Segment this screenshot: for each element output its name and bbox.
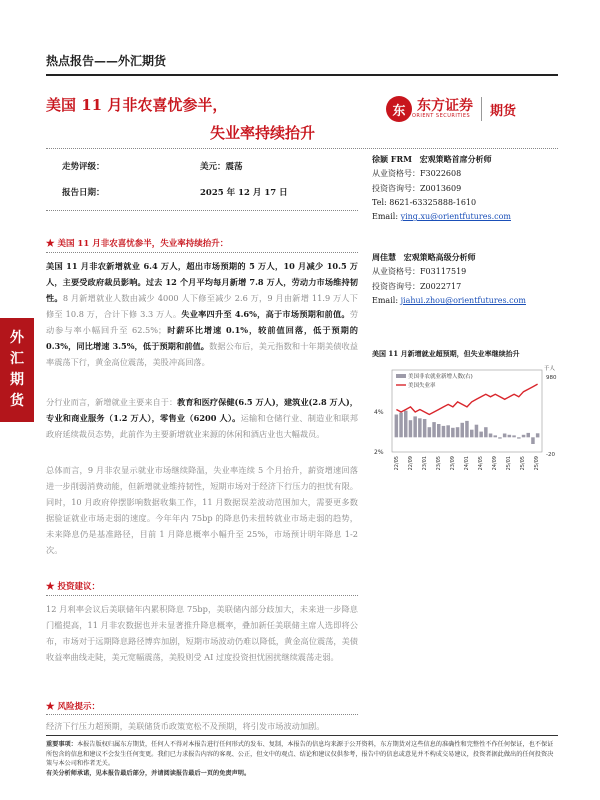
unemployment-payrolls-chart	[370, 364, 560, 486]
payrolls-bar	[395, 415, 399, 438]
x-tick-label: 22/09	[408, 456, 414, 471]
x-tick-label: 23/01	[422, 456, 428, 471]
logo-mark-icon: 东	[386, 96, 412, 122]
analyst-license: 从业资格号：F03117519	[372, 267, 467, 277]
paragraph-risk: 经济下行压力超预期，美联储货币政策宽松不及预期，将引发市场波动加剧。	[46, 721, 325, 731]
header-divider	[46, 74, 558, 76]
section-divider	[46, 595, 358, 596]
analyst-card	[372, 250, 562, 308]
payrolls-bar	[475, 425, 479, 438]
section-title-text: 风险提示：	[57, 702, 100, 712]
section-divider	[46, 714, 358, 715]
paragraph-overall: 总体而言，9 月非农显示就业市场继续降温，失业率连续 5 个月抬升，薪资增速回落进一步削弱消费动能，但新增就业维持韧性，短期市场对于经济下行压力的担忧有限。同时，10 月政府停摆影响数据收集工作，11 月数据误差波动范围加大，需要更多数据验证就业市场走弱的速度。今年年内 75bp 的降息仍未扭转就业市场走弱的趋势，未来降息仍是基准路径，目前 1 月降息概率小幅升至 25%，市场预计明年降息 1-2 次。	[46, 465, 358, 555]
footer-divider	[46, 735, 558, 736]
payrolls-bar	[432, 422, 436, 437]
payrolls-bar	[512, 435, 516, 437]
payrolls-bar	[442, 426, 446, 437]
chart-title: 美国 11 月新增就业超预期，但失业率继续抬升	[372, 349, 520, 358]
x-tick-label: 25/05	[520, 456, 526, 471]
logo-subtext: ORIENT SECURITIES	[412, 113, 471, 119]
star-icon: ★	[46, 239, 58, 249]
paragraph-advice: 12 月利率会议后美联储年内累积降息 75bp，美联储内部分歧加大，未来进一步降息门槛提高，11 月非农数据也并未显著推升降息概率，叠加新任美联储主席人选即将公布，市场对于远期降息路径博弈加剧，短期市场波动仍难以降低，黄金高位震荡，美债收益率曲线走陡，美元宽幅震荡，美股则受 AI 过度投资担忧困扰继续震荡走弱。	[46, 604, 358, 662]
legend-bar-swatch	[396, 374, 406, 378]
para-text: 数据公布后，美元指数和十年期美债收益率震荡下行，黄金高位震荡，美股冲高回落。	[46, 341, 358, 367]
section-title-summary	[46, 237, 228, 249]
paragraph-summary	[46, 258, 358, 370]
x-tick-label: 23/05	[436, 456, 442, 471]
para-text: 劳动参与率小幅回升至 62.5%；	[46, 309, 359, 335]
disclaimer-label: 重要事项：	[46, 741, 77, 748]
payrolls-bar	[503, 434, 507, 438]
payrolls-bar	[461, 423, 465, 438]
payrolls-bar	[489, 434, 493, 438]
disclaimer-text: 本报告版权归属东方期货，任何人不得对本报告进行任何形式的发布、复制，本报告的信息均来源于公开资料，东方期货对这些信息的准确性和完整性不作任何保证，也不保证所包含的信息和建议不会发生任何变更。我们已力求报告内容的客观、公正，但文中的观点、结论和建议仅供参考，报告中的信息或意见并不构成交易建议，投资者据此做出的任何投资决策与本公司和作者无关。	[46, 741, 554, 768]
analyst-name: 周佳慧	[372, 252, 396, 262]
right-tick: 980	[546, 375, 557, 381]
email-label: Email:	[372, 295, 401, 305]
payrolls-bar	[423, 419, 427, 437]
sidebar-char: 货	[10, 393, 24, 409]
payrolls-bar	[404, 411, 408, 438]
rating-label: 走势评级：	[62, 162, 105, 172]
x-tick-label: 22/05	[394, 456, 400, 471]
x-tick-label: 23/09	[450, 456, 456, 471]
payrolls-bar	[428, 427, 432, 437]
para-text: 分行业而言，新增就业主要来自于：	[46, 397, 178, 407]
payrolls-bar	[446, 425, 450, 437]
paragraph-sectors	[46, 394, 358, 442]
logo-futures: 期货	[490, 103, 517, 119]
payrolls-bar	[522, 435, 526, 438]
payrolls-bar	[517, 437, 521, 438]
meta-divider-top	[46, 148, 558, 149]
payrolls-bar	[484, 427, 488, 437]
star-icon: ★	[46, 582, 58, 592]
email-label: Email:	[372, 212, 401, 222]
x-tick-label: 24/09	[492, 456, 498, 471]
section-title-advice	[46, 580, 100, 592]
x-tick-label: 24/01	[464, 456, 470, 471]
payrolls-bar	[409, 420, 413, 437]
section-title-text: 美国 11 月非农喜忧参半，失业率持续抬升：	[57, 239, 229, 249]
report-header-title: 热点报告——外汇期货	[46, 54, 167, 68]
disclaimer-note: 有关分析师承诺，见本报告最后部分，并请阅读报告最后一页的免责声明。	[46, 769, 251, 777]
date-label: 报告日期：	[62, 188, 105, 198]
footer-disclaimer	[46, 740, 558, 778]
analyst-role: 宏观策略首席分析师	[419, 154, 492, 164]
payrolls-bar	[531, 437, 535, 444]
payrolls-bar	[418, 418, 422, 437]
payrolls-bar	[498, 437, 502, 438]
payrolls-bar	[437, 424, 441, 437]
x-tick-label: 24/05	[478, 456, 484, 471]
payrolls-bar	[536, 433, 540, 437]
payrolls-bar	[465, 421, 469, 438]
meta-divider-bottom	[46, 210, 358, 211]
date-value: 2025 年 12 月 17 日	[200, 188, 288, 198]
x-tick-label: 25/09	[534, 456, 540, 471]
payrolls-bar	[470, 430, 474, 438]
report-title-line2: 失业率持续抬升	[210, 124, 316, 142]
payrolls-bar	[456, 427, 460, 437]
para-bold: 时薪环比增速 0.1%，较前值回落，低于预期的 0.3%，同比增速 3.5%，低于预期和前值。	[46, 325, 358, 351]
payrolls-bar	[479, 432, 483, 438]
para-bold: 失业率四升至 4.6%，高于市场预期和前值。	[181, 309, 350, 319]
legend-bar-label: 美国非农就业新增人数(右)	[408, 374, 473, 380]
left-tick: 2%	[374, 449, 384, 456]
logo-divider	[481, 97, 482, 121]
payrolls-bar	[399, 413, 403, 438]
analyst-consult-id: 投资咨询号：Z0022717	[372, 281, 462, 291]
star-icon: ★	[46, 702, 58, 712]
x-tick-label: 25/01	[506, 456, 512, 471]
sidebar-tab	[0, 318, 34, 422]
para-bold: 教育和医疗保健(6.5 万人)，建筑业(2.8 万人)，专业和商业服务（1.2 万人），零售业（6200 人）。	[46, 397, 358, 423]
analyst-role: 宏观策略高级分析师	[403, 252, 476, 262]
analyst-consult-id: 投资咨询号：Z0013609	[372, 183, 462, 193]
payrolls-bar	[413, 416, 417, 437]
payrolls-bar	[494, 435, 498, 437]
analyst-phone: Tel: 8621-63325888-1610	[372, 197, 477, 207]
sidebar-char: 外	[10, 330, 24, 346]
para-text: 8 月新增就业人数由减少 4000 人下修至减少 2.6 万，9 月由新增 11.9 万人下修至 10.8 万，合计下修 3.3 万人。	[46, 293, 358, 319]
sidebar-char: 期	[10, 372, 24, 388]
section-title-risk	[46, 700, 100, 712]
analyst-email-link[interactable]: ying.xu@orientfutures.com	[400, 212, 511, 222]
logo-text: 东方证券	[417, 98, 473, 114]
sidebar-char: 汇	[10, 351, 24, 367]
legend-line-label: 美国失业率	[408, 383, 436, 389]
left-tick: 4%	[374, 409, 384, 416]
para-text: 运输和仓储行业、制造业和联邦政府延续裁员态势，此前作为主要新增就业来源的休闲和酒店业也大幅裁员。	[46, 413, 358, 439]
para-bold: 美国 11 月非农新增就业 6.4 万人，超出市场预期的 5 万人，10 月减少 10.5 万人，主要受政府裁员影响。过去 12 个月平均每月新增 7.8 万人，劳动力市场维持韧性。	[46, 261, 358, 303]
payrolls-bar	[508, 435, 512, 438]
section-title-text: 投资建议：	[57, 582, 100, 592]
rating-value: 美元：震荡	[200, 162, 243, 172]
report-title-line1: 美国 11 月非农喜忧参半，	[46, 96, 228, 114]
analyst-license: 从业资格号：F3022608	[372, 169, 462, 179]
analyst-email-link[interactable]: jiahui.zhou@orientfutures.com	[400, 295, 526, 305]
payrolls-bar	[451, 428, 455, 438]
company-logo	[386, 96, 516, 122]
section-divider	[46, 252, 358, 253]
analyst-name: 徐颖 FRM	[372, 154, 412, 164]
analyst-card	[372, 152, 562, 224]
right-axis-unit: 千人	[544, 366, 556, 372]
payrolls-bar	[527, 433, 531, 437]
right-tick: -20	[546, 452, 555, 458]
